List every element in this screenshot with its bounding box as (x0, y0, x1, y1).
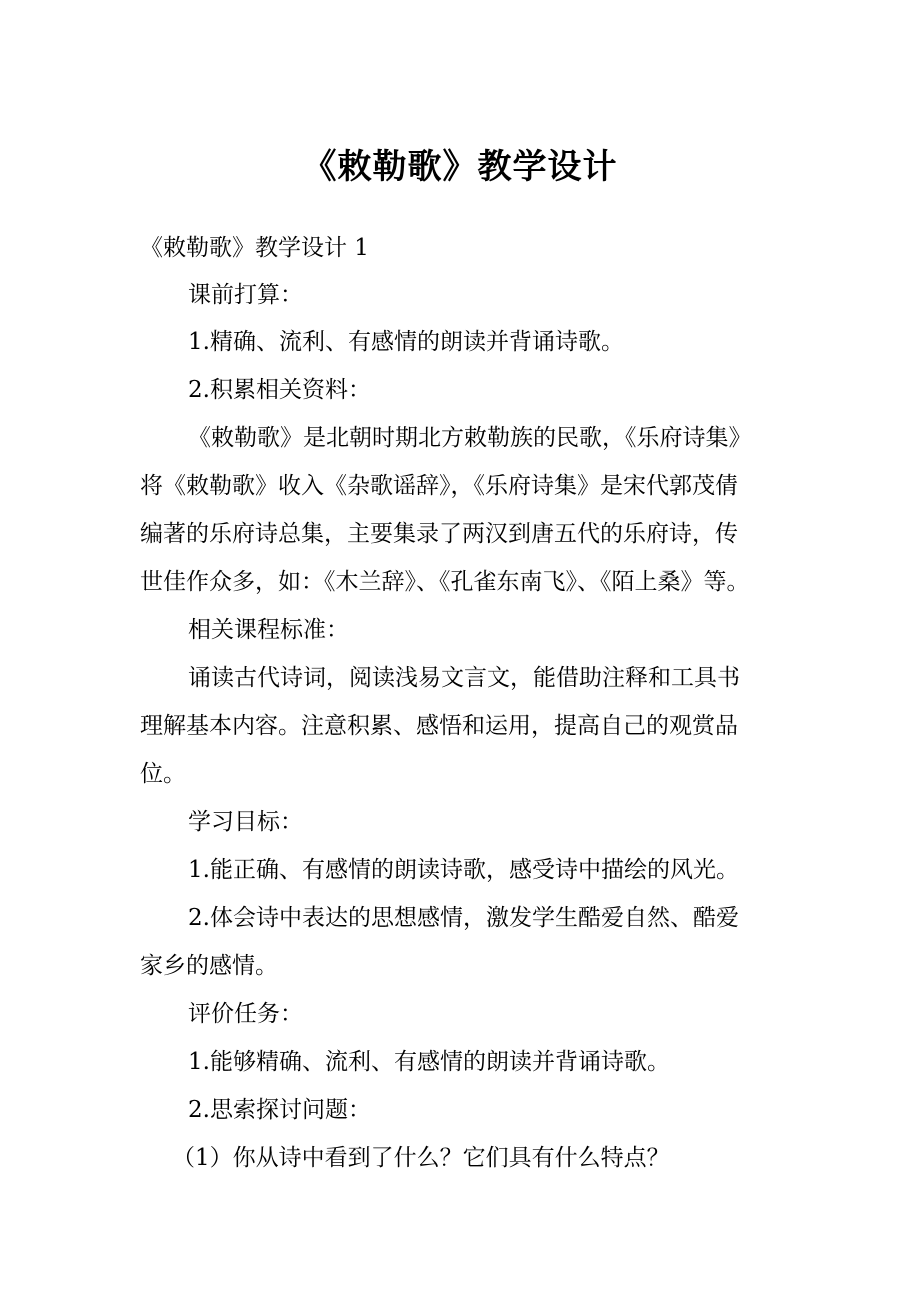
background-line-4: 世佳作众多，如：《木兰辞》、《孔雀东南飞》、《陌上桑》等。 (140, 569, 750, 595)
eval-item-1: 1.能够精确、流利、有感情的朗读并背诵诗歌。 (188, 1049, 670, 1075)
standard-line-3: 位。 (140, 761, 186, 787)
standard-line-2: 理解基本内容。注意积累、感悟和运用，提高自己的观赏品 (140, 713, 738, 739)
standard-line-1: 诵读古代诗词，阅读浅易文言文，能借助注释和工具书 (188, 665, 740, 691)
prep-item-1: 1.精确、流利、有感情的朗读并背诵诗歌。 (188, 329, 624, 355)
goal-1: 1.能正确、有感情的朗读诗歌，感受诗中描绘的风光。 (188, 857, 739, 883)
question-1: （1）你从诗中看到了什么？它们具有什么特点？ (172, 1145, 670, 1171)
document-title: 《敕勒歌》教学设计 (302, 147, 618, 187)
background-line-3: 编著的乐府诗总集，主要集录了两汉到唐五代的乐府诗，传 (140, 521, 738, 547)
eval-item-2: 2.思索探讨问题： (188, 1097, 371, 1123)
goal-2-line-1: 2.体会诗中表达的思想感情，激发学生酷爱自然、酷爱 (188, 905, 739, 931)
prep-heading: 课前打算： (188, 282, 303, 308)
goals-heading: 学习目标： (188, 809, 303, 835)
prep-item-2: 2.积累相关资料： (188, 377, 371, 403)
section-subtitle: 《敕勒歌》教学设计 1 (140, 235, 369, 261)
background-line-1: 《敕勒歌》是北朝时期北方敕勒族的民歌，《乐府诗集》 (188, 425, 752, 451)
standard-heading: 相关课程标准： (188, 617, 349, 643)
goal-2-line-2: 家乡的感情。 (140, 953, 278, 979)
background-line-2: 将《敕勒歌》收入《杂歌谣辞》，《乐府诗集》是宋代郭茂倩 (140, 473, 738, 499)
eval-heading: 评价任务： (188, 1001, 303, 1027)
